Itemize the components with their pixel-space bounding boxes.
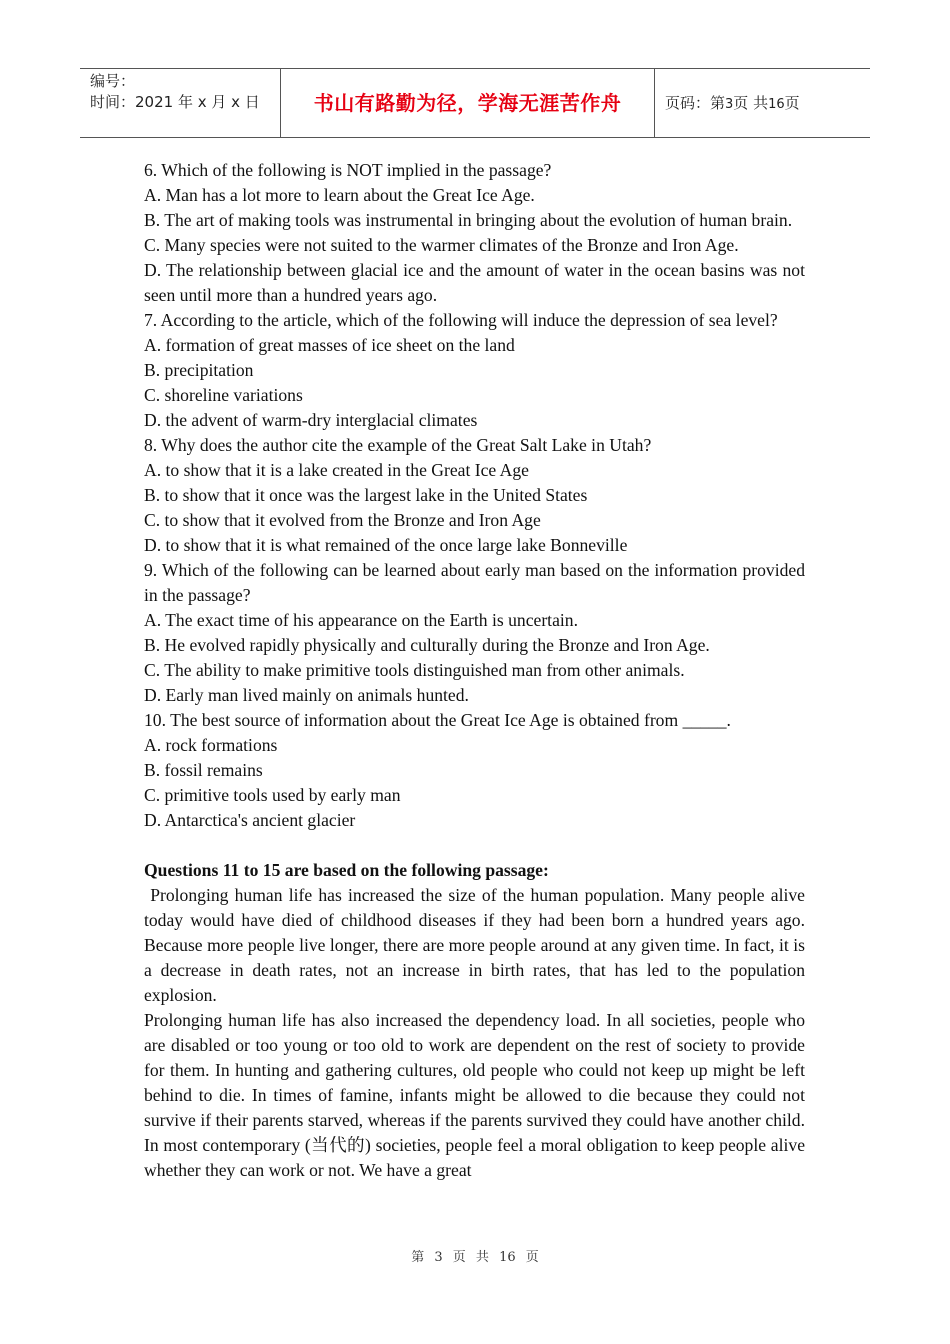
header-meta-cell — [80, 69, 281, 137]
question-line: 9. Which of the following can be learned about early man based on the information provided in the passage? — [144, 560, 805, 605]
page-label-suffix: 页 — [784, 94, 800, 112]
footer-current-page: 3 — [434, 1250, 443, 1265]
footer-prefix: 第 — [411, 1250, 425, 1265]
question-line: 7. According to the article, which of the following will induce the depression of sea level? — [144, 310, 778, 330]
footer-total-pages: 16 — [499, 1250, 516, 1265]
section-heading: Questions 11 to 15 are based on the following passage: — [144, 860, 549, 880]
footer-suffix: 页 — [525, 1250, 539, 1265]
question-line: 8. Why does the author cite the example of the Great Salt Lake in Utah? — [144, 435, 652, 455]
question-line: A. The exact time of his appearance on the Earth is uncertain. — [144, 610, 578, 630]
spacer — [144, 833, 805, 858]
question-line: C. primitive tools used by early man — [144, 785, 401, 805]
footer-mid: 页 共 — [452, 1250, 489, 1265]
question-line: C. shoreline variations — [144, 385, 303, 405]
question-line: 10. The best source of information about the Great Ice Age is obtained from _____. — [144, 710, 731, 730]
question-line: D. to show that it is what remained of the once large lake Bonneville — [144, 535, 628, 555]
header-motto: 书山有路勤为径，学海无涯苦作舟 — [281, 69, 655, 137]
page-header — [80, 68, 870, 138]
page-footer — [0, 1246, 950, 1265]
question-line: B. fossil remains — [144, 760, 263, 780]
question-line: C. The ability to make primitive tools distinguished man from other animals. — [144, 660, 685, 680]
question-line: A. Man has a lot more to learn about the Great Ice Age. — [144, 185, 535, 205]
question-line: C. Many species were not suited to the warmer climates of the Bronze and Iron Age. — [144, 235, 739, 255]
question-line: D. The relationship between glacial ice and the amount of water in the ocean basins was not seen until more than a hundred years ago. — [144, 260, 805, 305]
serial-label: 编号： — [90, 72, 136, 90]
page-label-prefix: 页码：第 — [665, 94, 726, 112]
header-page-indicator — [655, 69, 870, 137]
passage-paragraph: Prolonging human life has also increased the dependency load. In all societies, people who are disabled or too young or too old to work are dependent on the rest of society to provide for them. In hunting and gathering cultures, old people who could not keep up might be left behind to die. In times of famine, infants might be allowed to die because they could not survive if their parents starved, whereas if the parents survived they could have another child. In most contemporary (当代的) societies, people feel a moral obligation to keep people alive whether they can work or not. We have a great — [144, 1010, 805, 1180]
date-label: 时间：2021 年 x 月 x 日 — [90, 93, 260, 111]
page-label-mid: 页 共 — [733, 94, 769, 112]
question-line: B. precipitation — [144, 360, 254, 380]
document-body — [144, 158, 810, 1183]
question-line: D. Early man lived mainly on animals hunted. — [144, 685, 469, 705]
page-total: 16 — [768, 97, 785, 112]
question-line: D. Antarctica's ancient glacier — [144, 810, 356, 830]
question-line: A. rock formations — [144, 735, 278, 755]
question-line: 6. Which of the following is NOT implied in the passage? — [144, 160, 552, 180]
question-line: B. to show that it once was the largest lake in the United States — [144, 485, 588, 505]
passage-paragraph: Prolonging human life has increased the size of the human population. Many people alive today would have died of childhood diseases if they had been born a hundred years ago. Because more people live longer, there are more people around at any given time. In fact, it is a decrease in death rates, not an increase in birth rates, that has led to the population explosion. — [144, 885, 810, 1005]
question-line: C. to show that it evolved from the Bronze and Iron Age — [144, 510, 541, 530]
question-line: D. the advent of warm-dry interglacial climates — [144, 410, 478, 430]
question-line: B. He evolved rapidly physically and culturally during the Bronze and Iron Age. — [144, 635, 710, 655]
question-line: A. formation of great masses of ice sheet on the land — [144, 335, 515, 355]
page-current: 3 — [725, 97, 734, 112]
question-line: B. The art of making tools was instrumental in bringing about the evolution of human brain. — [144, 210, 793, 230]
question-line: A. to show that it is a lake created in the Great Ice Age — [144, 460, 529, 480]
